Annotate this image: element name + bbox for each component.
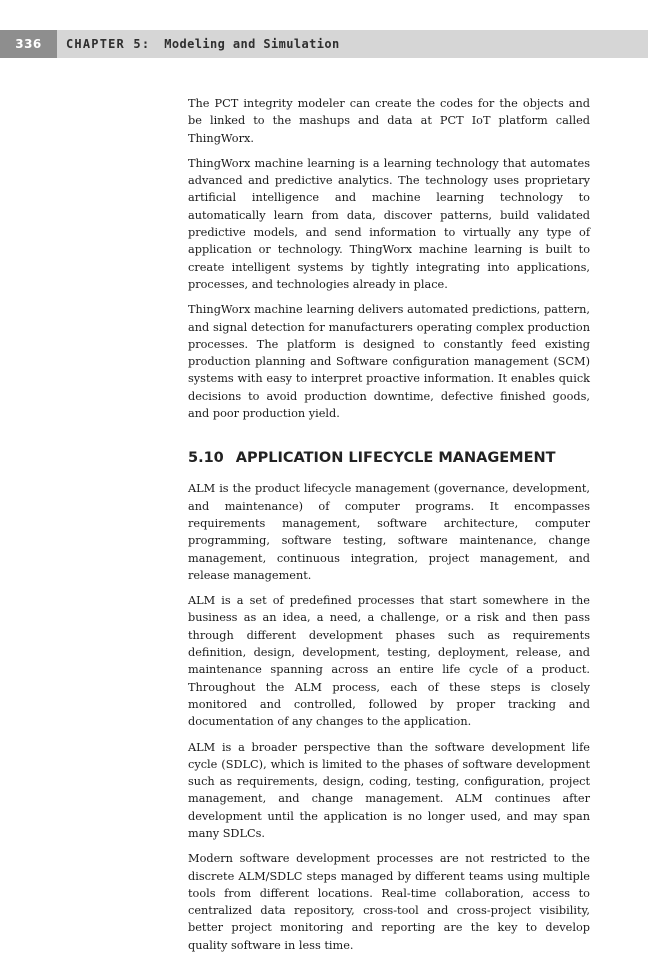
- body-text: [188, 95, 590, 962]
- paragraph: The PCT integrity modeler can create the codes for the objects and be linked to the mashups and data at PCT IoT platform called ThingWorx.: [188, 97, 590, 145]
- paragraph: ThingWorx machine learning delivers automated predictions, pattern, and signal detection for manufacturers operating complex production processes. The platform is designed to constantly feed existing production planning and Software configuration management (SCM) systems with easy to interpret proactive information. It enables quick decisions to avoid production downtime, defective finished goods, and poor production yield.: [188, 303, 590, 421]
- section-number: 5.10: [188, 450, 224, 467]
- paragraph: ALM is a set of predefined processes that start somewhere in the business as an idea, a need, a challenge, or a risk and then pass through different development phases such as requirements definition, design, development, testing, deployment, release, and maintenance spanning across an entire life cycle of a product. Throughout the ALM process, each of these steps is closely monitored and controlled, followed by proper tracking and documentation of any changes to the application.: [188, 594, 590, 729]
- running-head-text: [66, 30, 340, 58]
- running-header: [0, 30, 648, 58]
- page-number: 336: [0, 30, 57, 58]
- chapter-label: CHAPTER 5:: [66, 37, 151, 51]
- section-title: APPLICATION LIFECYCLE MANAGEMENT: [235, 450, 556, 467]
- paragraph: ALM is a broader perspective than the software development life cycle (SDLC), which is limited to the phases of software development such as requirements, design, coding, testing, configuration, project management, and change management. ALM continues after development until the application is no longer used, and may span many SDLCs.: [188, 740, 590, 840]
- section-heading: [188, 449, 590, 467]
- paragraph: ThingWorx machine learning is a learning technology that automates advanced and predictive analytics. The technology uses proprietary artificial intelligence and machine learning technology to automatically learn from data, discover patterns, build validated predictive models, and send information to virtually any type of application or technology. ThingWorx machine learning is built to create intelligent systems by tightly integrating into applications, processes, and technologies already in place.: [188, 156, 590, 291]
- chapter-title: Modeling and Simulation: [164, 37, 340, 51]
- paragraph: Modern software development processes are not restricted to the discrete ALM/SDLC steps managed by different teams using multiple tools from different locations. Real-time collaboration, access to centralized data repository, cross-tool and cross-project visibility, better project monitoring and reporting are the key to develop quality software in less time.: [188, 852, 590, 952]
- paragraph: ALM is the product lifecycle management (governance, development, and maintenance) of computer programs. It encompasses requirements management, software architecture, computer programming, software testing, software maintenance, change management, continuous integration, project management, and release management.: [188, 482, 590, 582]
